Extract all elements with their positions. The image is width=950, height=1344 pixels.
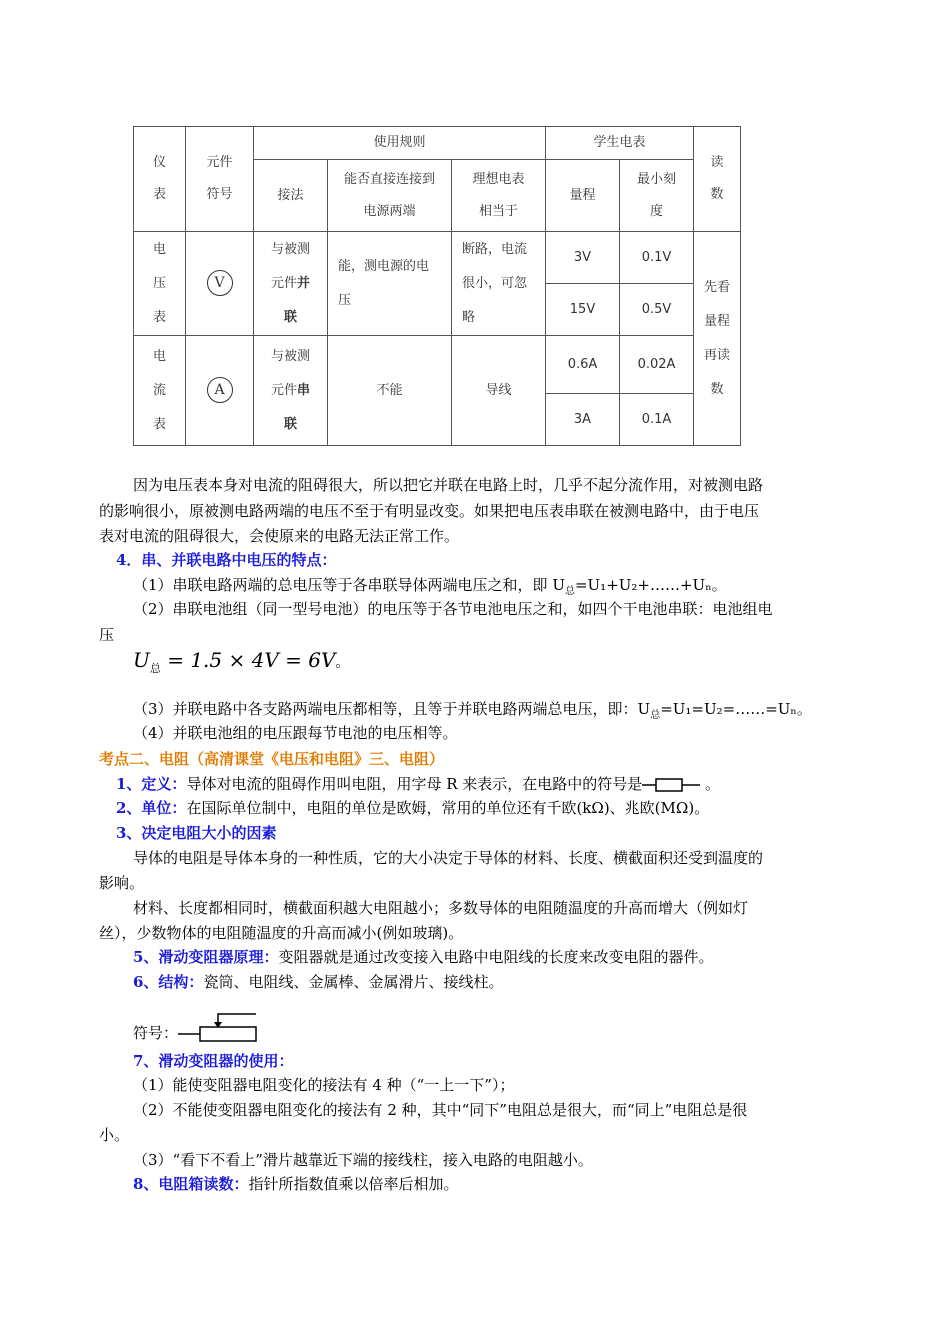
rule-series-battery-l2: 压: [99, 626, 115, 644]
meter-comparison-table: [133, 126, 741, 446]
voltmeter-min-1: 0.1V: [620, 232, 694, 284]
header-ideal: 理想电表 相当于: [452, 160, 546, 232]
resistor-symbol-icon: [642, 777, 700, 793]
rule-series-voltage: （1）串联电路两端的总电压等于各串联导体两端电压之和，即 $U_总=U_1+U_2+\dots\dots+U_n$。: [133, 576, 727, 597]
ammeter-range-2: 3A: [546, 394, 620, 446]
voltmeter-range-2: 15V: [546, 284, 620, 336]
usage-2-l2: 小。: [99, 1126, 130, 1144]
ammeter-symbol: [186, 336, 254, 446]
rheostat-symbol-icon: [178, 1010, 268, 1044]
rule-parallel-battery: （4）并联电池组的电压跟每节电池的电压相等。: [133, 724, 458, 742]
para-voltmeter-l2: 的影响很小，原被测电路两端的电压不至于有明显改变。如果把电压表串联在被测电路中，由于电压: [99, 502, 760, 520]
voltmeter-name: 电 压 表: [134, 232, 186, 336]
reading-method: 先看 量程 再读 数: [694, 232, 741, 446]
section-heading-resistance: 考点二、电阻（高清课堂《电压和电阻》三、电阻）: [99, 750, 445, 768]
voltmeter-symbol: [186, 232, 254, 336]
factors-l4: 丝），少数物体的电阻随温度的升高而减小(例如玻璃)。: [99, 924, 464, 942]
battery-voltage-formula: $U_总 = 1.5 \times 4V = 6V$。: [133, 648, 350, 675]
usage-1: （1）能使变阻器电阻变化的接法有 4 种（“一上一下”）；: [133, 1076, 515, 1094]
ammeter-connect: 与被测 元件串 联: [254, 336, 328, 446]
header-student-meter: 学生电表: [546, 127, 694, 160]
voltmeter-min-2: 0.5V: [620, 284, 694, 336]
rheostat-structure: 6、结构：瓷筒、电阻线、金属棒、金属滑片、接线柱。: [133, 973, 504, 991]
factors-l3: 材料、长度都相同时，横截面积越大电阻越小；多数导体的电阻随温度的升高而增大（例如灯: [133, 899, 749, 917]
header-direct: 能否直接连接到 电源两端: [328, 160, 452, 232]
voltmeter-direct: 能，测电源的电 压: [328, 232, 452, 336]
header-range: 量程: [546, 160, 620, 232]
ammeter-min-1: 0.02A: [620, 336, 694, 394]
ammeter-symbol-icon: A: [207, 377, 233, 403]
para-voltmeter-l1: 因为电压表本身对电流的阻碍很大，所以把它并联在电路上时，几乎不起分流作用，对被测电路: [133, 476, 764, 494]
heading-rheostat-usage: 7、滑动变阻器的使用：: [133, 1052, 294, 1070]
ammeter-range-1: 0.6A: [546, 336, 620, 394]
factors-l1: 导体的电阻是导体本身的一种性质，它的大小决定于导体的材料、长度、横截面积还受到温度的: [133, 849, 764, 867]
header-rules: 使用规则: [254, 127, 546, 160]
header-instrument: 仪 表: [134, 127, 186, 232]
rheostat-symbol-row: 符号：: [133, 1010, 268, 1044]
rheostat-principle: 5、滑动变阻器原理：变阻器就是通过改变接入电路中电阻线的长度来改变电阻的器件。: [133, 948, 714, 966]
heading-series-parallel-voltage: 4．串、并联电路中电压的特点：: [116, 551, 337, 569]
header-symbol: 元件 符号: [186, 127, 254, 232]
rule-parallel-voltage: （3）并联电路中各支路两端电压都相等，且等于并联电路两端总电压，即：$U_总=U_1=U_2=\dots\dots=U_n$。: [133, 700, 812, 721]
header-connect: 接法: [254, 160, 328, 232]
header-reading: 读 数: [694, 127, 741, 232]
para-voltmeter-l3: 表对电流的阻碍很大，会使原来的电路无法正常工作。: [99, 527, 460, 545]
heading-resistance-factors: 3、决定电阻大小的因素: [116, 824, 277, 842]
ammeter-direct: 不能: [328, 336, 452, 446]
ammeter-ideal: 导线: [452, 336, 546, 446]
usage-3: （3）“看下不看上”滑片越靠近下端的接线柱，接入电路的电阻越小。: [133, 1151, 593, 1169]
factors-l2: 影响。: [99, 874, 145, 892]
voltmeter-ideal: 断路，电流 很小，可忽 略: [452, 232, 546, 336]
ammeter-name: 电 流 表: [134, 336, 186, 446]
voltmeter-connect: 与被测 元件并 联: [254, 232, 328, 336]
ammeter-min-2: 0.1A: [620, 394, 694, 446]
definition-unit: 2、单位：在国际单位制中，电阻的单位是欧姆，常用的单位还有千欧(kΩ)、兆欧(MΩ)。: [116, 799, 710, 817]
voltmeter-symbol-icon: V: [207, 270, 233, 296]
definition-resistance: 1、定义：导体对电流的阻碍作用叫电阻，用字母 R 来表示，在电路中的符号是 。: [116, 775, 721, 793]
voltmeter-range-1: 3V: [546, 232, 620, 284]
usage-2-l1: （2）不能使变阻器电阻变化的接法有 2 种，其中“同下”电阻总是很大，而“同上”电阻总是很: [133, 1101, 748, 1119]
rule-series-battery-l1: （2）串联电池组（同一型号电池）的电压等于各节电池电压之和，如四个干电池串联：电池组电: [133, 600, 773, 618]
header-min-scale: 最小刻 度: [620, 160, 694, 232]
resistance-box-reading: 8、电阻箱读数：指针所指数值乘以倍率后相加。: [133, 1175, 459, 1193]
